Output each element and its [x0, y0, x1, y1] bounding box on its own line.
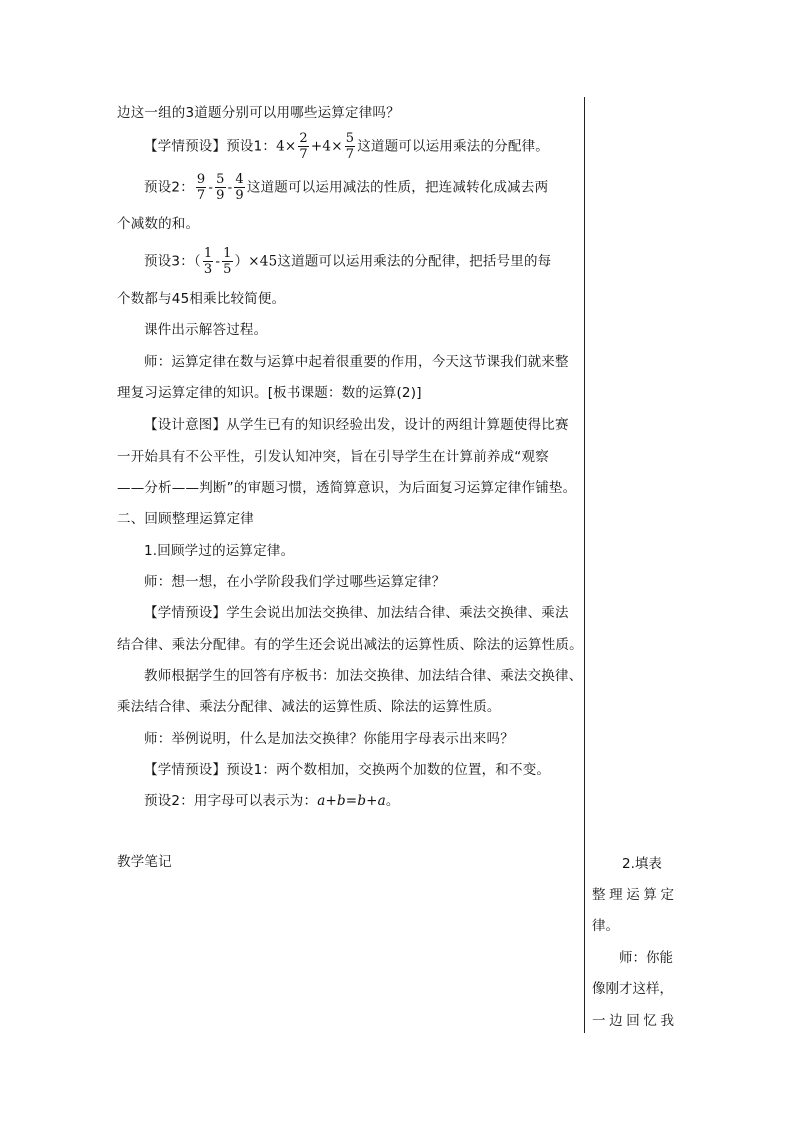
section-heading: 二、回顾整理运算定律 — [117, 511, 254, 527]
side-text-line: 一 边 回 忆 我 — [592, 1013, 674, 1029]
preset-1-line: 【学情预设】预设1：4× $\frac{2}{7}$ +4× $\frac{5}{7}$ 这道题可以运用乘法的分配律。 — [144, 131, 549, 162]
side-text-line: 律。 — [592, 918, 619, 934]
text-line: 【学情预设】学生会说出加法交换律、加法结合律、乘法交换律、乘法 — [144, 605, 569, 621]
preset-3-line: 预设3：（ $\frac{1}{3}$ - $\frac{1}{5}$ ）×45这道题可以运用乘法的分配律，把括号里的每 — [144, 246, 552, 277]
text-line: 教师根据学生的回答有序板书：加法交换律、加法结合律、乘法交换律、 — [144, 668, 583, 684]
fraction: $\frac{1}{5}$ — [223, 246, 232, 277]
side-text-line: 师：你能 — [619, 950, 673, 966]
fraction: $\frac{4}{9}$ — [235, 172, 244, 203]
text-line: 个数都与45相乘比较简便。 — [117, 291, 286, 307]
fraction: $\frac{5}{7}$ — [345, 131, 355, 162]
text-line: 【学情预设】预设1：两个数相加，交换两个加数的位置，和不变。 — [144, 762, 551, 778]
text-line: 乘法结合律、乘法分配律、减法的运算性质、除法的运算性质。 — [117, 699, 501, 715]
fraction: $\frac{1}{3}$ — [203, 246, 213, 277]
column-divider — [584, 97, 585, 1033]
text-line: ——分析——判断”的审题习惯，透简算意识，为后面复习运算定律作铺垫。 — [117, 480, 577, 496]
text-line: 一开始具有不公平性，引发认知冲突，旨在引导学生在计算前养成“观察 — [117, 449, 549, 465]
preset-2-formula-line: 预设2：用字母可以表示为：a+b=b+a。 — [144, 793, 400, 809]
text-line: 【设计意图】从学生已有的知识经验出发，设计的两组计算题使得比赛 — [144, 417, 569, 433]
side-text-line: 2.填表 — [622, 856, 662, 872]
fraction: $\frac{9}{7}$ — [196, 172, 206, 203]
text-line: 边这一组的3道题分别可以用哪些运算定律吗？ — [117, 105, 400, 121]
fraction: $\frac{5}{9}$ — [216, 172, 225, 203]
side-text-line: 像刚才这样， — [592, 981, 673, 997]
text-line: 理复习运算定律的知识。[板书课题：数的运算(2)] — [117, 385, 422, 401]
fraction: $\frac{2}{7}$ — [299, 131, 308, 162]
preset-2-line: 预设2： $\frac{9}{7}$ - $\frac{5}{9}$ - $\frac{4}{9}$ 这道题可以运用减法的性质，把连减转化成减去两 — [144, 172, 549, 203]
text-line: 师：运算定律在数与运算中起着很重要的作用，今天这节课我们就来整 — [144, 354, 569, 370]
text-line: 师：举例说明，什么是加法交换律？你能用字母表示出来吗？ — [144, 731, 514, 747]
text-line: 个减数的和。 — [117, 216, 200, 232]
side-text-line: 整 理 运 算 定 — [592, 887, 674, 903]
text-line: 课件出示解答过程。 — [144, 322, 268, 338]
notes-label: 教学笔记 — [117, 854, 172, 870]
text-line: 1.回顾学过的运算定律。 — [144, 543, 295, 559]
text-line: 结合律、乘法分配律。有的学生还会说出减法的运算性质、除法的运算性质。 — [117, 637, 583, 653]
text-line: 师：想一想，在小学阶段我们学过哪些运算定律？ — [144, 574, 446, 590]
